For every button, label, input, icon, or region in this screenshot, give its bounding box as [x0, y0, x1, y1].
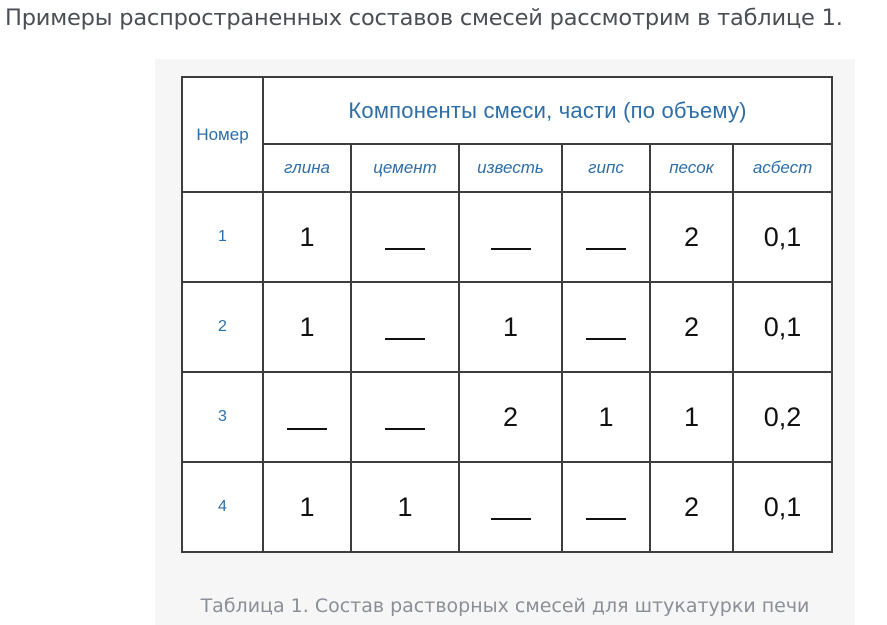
column-header: песок — [650, 144, 733, 192]
row-number: 2 — [182, 282, 263, 372]
table-cell — [459, 462, 562, 552]
table-cell: 1 — [351, 462, 459, 552]
table-cell: 1 — [459, 282, 562, 372]
table-cell: 2 — [459, 372, 562, 462]
empty-dash — [385, 248, 425, 250]
table-cell: 1 — [562, 372, 650, 462]
empty-dash — [491, 248, 531, 250]
number-header: Номер — [182, 77, 263, 192]
empty-dash — [287, 428, 327, 430]
row-number: 3 — [182, 372, 263, 462]
mixture-table — [181, 76, 833, 553]
table-cell: 2 — [650, 192, 733, 282]
table-caption: Таблица 1. Состав растворных смесей для штукатурки печи — [200, 595, 810, 617]
empty-dash — [385, 338, 425, 340]
intro-paragraph: Примеры распространенных составов смесей рассмотрим в таблице 1. — [5, 5, 843, 31]
table-row — [182, 462, 832, 552]
table-cell: 1 — [263, 462, 351, 552]
column-header: известь — [459, 144, 562, 192]
table-cell — [351, 192, 459, 282]
table-cell — [459, 192, 562, 282]
empty-dash — [586, 248, 626, 250]
components-header: Компоненты смеси, части (по объему) — [263, 77, 832, 144]
table-cell: 0,1 — [733, 282, 832, 372]
empty-dash — [586, 518, 626, 520]
empty-dash — [385, 428, 425, 430]
table-cell: 0,1 — [733, 192, 832, 282]
table-container — [181, 76, 831, 553]
column-header: асбест — [733, 144, 832, 192]
table-cell: 1 — [263, 192, 351, 282]
table-cell: 2 — [650, 462, 733, 552]
table-cell — [263, 372, 351, 462]
column-header: глина — [263, 144, 351, 192]
table-cell — [351, 282, 459, 372]
table-row — [182, 192, 832, 282]
table-cell: 1 — [650, 372, 733, 462]
row-number: 4 — [182, 462, 263, 552]
table-cell: 0,2 — [733, 372, 832, 462]
table-row — [182, 282, 832, 372]
row-number: 1 — [182, 192, 263, 282]
table-cell — [562, 462, 650, 552]
table-cell: 1 — [263, 282, 351, 372]
column-header: цемент — [351, 144, 459, 192]
table-cell — [562, 282, 650, 372]
table-cell — [351, 372, 459, 462]
table-cell: 2 — [650, 282, 733, 372]
table-cell — [562, 192, 650, 282]
column-header: гипс — [562, 144, 650, 192]
table-cell: 0,1 — [733, 462, 832, 552]
empty-dash — [586, 338, 626, 340]
empty-dash — [491, 518, 531, 520]
table-row — [182, 372, 832, 462]
